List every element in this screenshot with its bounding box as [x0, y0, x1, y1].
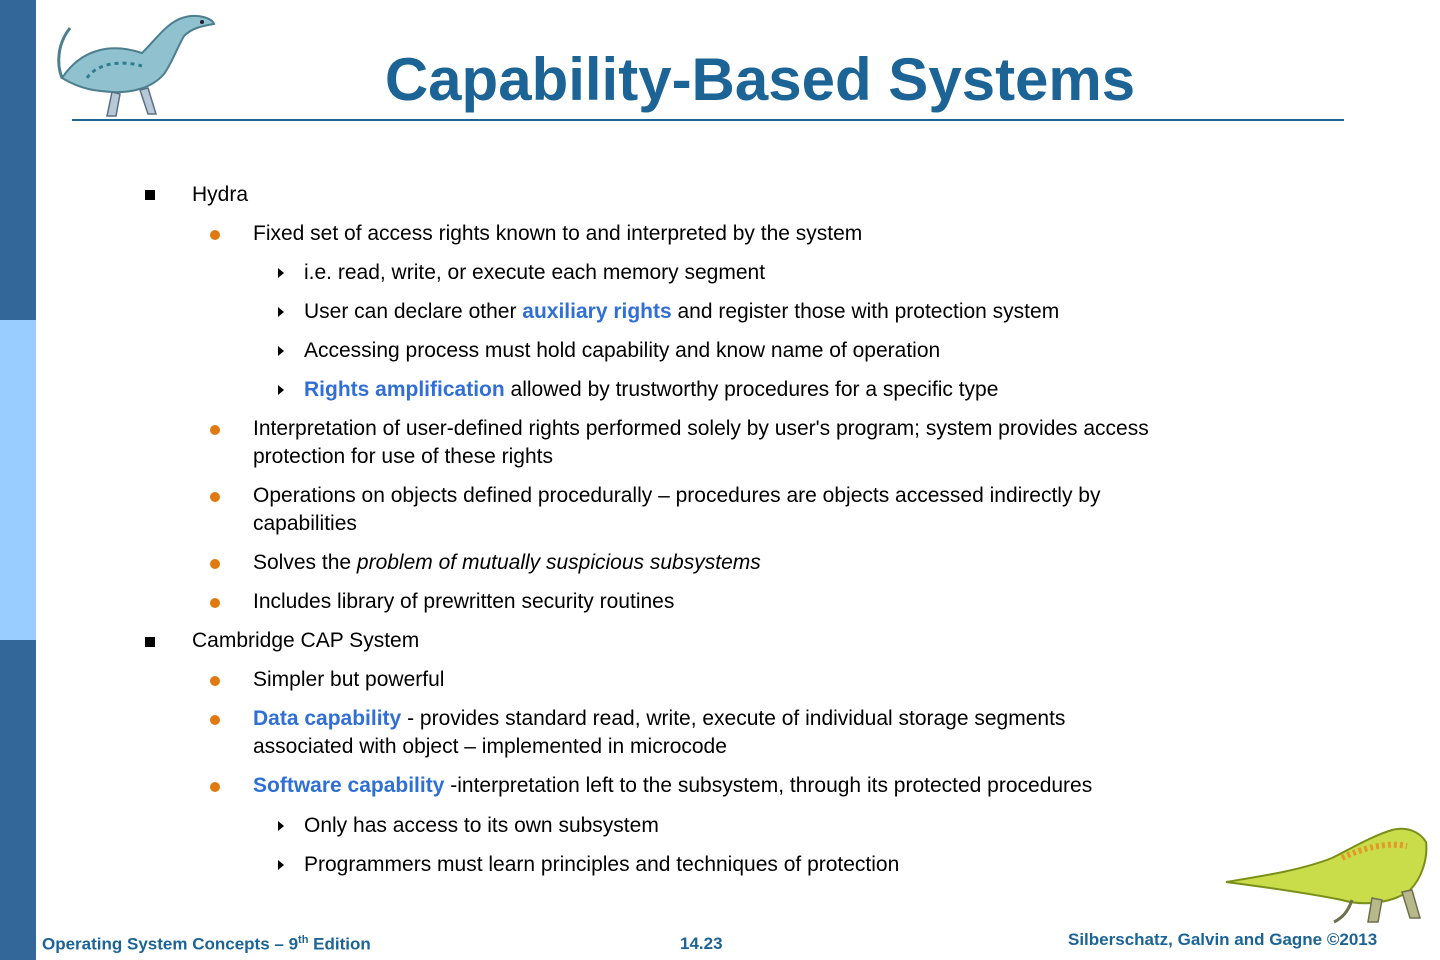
- bullet-ie-read-write: i.e. read, write, or execute each memory segment: [304, 261, 766, 284]
- circle-bullet-icon: [210, 559, 220, 569]
- bullet-simpler: Simpler but powerful: [253, 668, 445, 691]
- footer-superscript: th: [298, 934, 309, 946]
- text-segment: User can declare other: [304, 300, 523, 323]
- title-divider: [72, 119, 1344, 121]
- text-line: Interpretation of user-defined rights performed solely by user's program; system provides access: [253, 417, 1149, 440]
- left-decorative-bar: [0, 0, 36, 960]
- dinosaur-icon: [1222, 818, 1434, 928]
- text-segment: -interpretation left to the subsystem, through its protected procedures: [444, 774, 1093, 797]
- arrow-bullet-icon: [278, 268, 284, 278]
- bullet-data-capability: [253, 705, 1303, 761]
- text-line: capabilities: [253, 512, 357, 535]
- circle-bullet-icon: [210, 782, 220, 792]
- circle-bullet-icon: [210, 598, 220, 608]
- circle-bullet-icon: [210, 492, 220, 502]
- text-segment: and register those with protection system: [671, 300, 1060, 323]
- text-line: associated with object – implemented in microcode: [253, 735, 727, 758]
- highlight-data-capability: Data capability: [253, 707, 402, 730]
- footer-text: Operating System Concepts – 9: [42, 934, 299, 954]
- text-segment: Solves the: [253, 551, 357, 574]
- footer-copyright: Silberschatz, Galvin and Gagne ©2013: [1068, 930, 1378, 949]
- bullet-software-capability: [253, 772, 1303, 800]
- left-bar-bottom: [0, 640, 36, 960]
- circle-bullet-icon: [210, 715, 220, 725]
- emphasis-mutually-suspicious: problem of mutually suspicious subsystems: [356, 551, 761, 574]
- bullet-hydra: Hydra: [192, 183, 249, 206]
- footer-page-number: 14.23: [680, 934, 723, 953]
- highlight-rights-amplification: Rights amplification: [304, 378, 505, 401]
- bullet-library: Includes library of prewritten security routines: [253, 590, 675, 613]
- text-line: Operations on objects defined procedurally – procedures are objects accessed indirectly by: [253, 484, 1101, 507]
- bullet-auxiliary-rights: [304, 298, 1304, 326]
- square-bullet-icon: [145, 637, 155, 647]
- bullet-operations: [253, 482, 1303, 538]
- bullet-own-subsystem: Only has access to its own subsystem: [304, 814, 659, 837]
- bullet-accessing-process: Accessing process must hold capability and know name of operation: [304, 339, 941, 362]
- text-segment: allowed by trustworthy procedures for a specific type: [504, 378, 999, 401]
- text-line: protection for use of these rights: [253, 445, 553, 468]
- arrow-bullet-icon: [278, 860, 284, 870]
- arrow-bullet-icon: [278, 307, 284, 317]
- circle-bullet-icon: [210, 230, 220, 240]
- text-segment: - provides standard read, write, execute of individual storage segments: [401, 707, 1066, 730]
- footer-book-title: [42, 934, 371, 955]
- arrow-bullet-icon: [278, 346, 284, 356]
- bullet-rights-amplification: [304, 376, 1304, 404]
- bullet-solves-problem: [253, 549, 1303, 577]
- slide-title: Capability-Based Systems: [384, 46, 1136, 113]
- text-line: [253, 705, 1303, 733]
- square-bullet-icon: [145, 190, 155, 200]
- bullet-cambridge-cap: Cambridge CAP System: [192, 629, 420, 652]
- highlight-software-capability: Software capability: [253, 774, 445, 797]
- circle-bullet-icon: [210, 425, 220, 435]
- bullet-fixed-rights: Fixed set of access rights known to and interpreted by the system: [253, 222, 863, 245]
- arrow-bullet-icon: [278, 821, 284, 831]
- bullet-programmers: Programmers must learn principles and techniques of protection: [304, 853, 900, 876]
- arrow-bullet-icon: [278, 385, 284, 395]
- circle-bullet-icon: [210, 676, 220, 686]
- bullet-interpretation: [253, 415, 1303, 471]
- footer-text: Edition: [308, 934, 371, 954]
- highlight-auxiliary-rights: auxiliary rights: [522, 300, 672, 323]
- left-bar-middle: [0, 320, 36, 640]
